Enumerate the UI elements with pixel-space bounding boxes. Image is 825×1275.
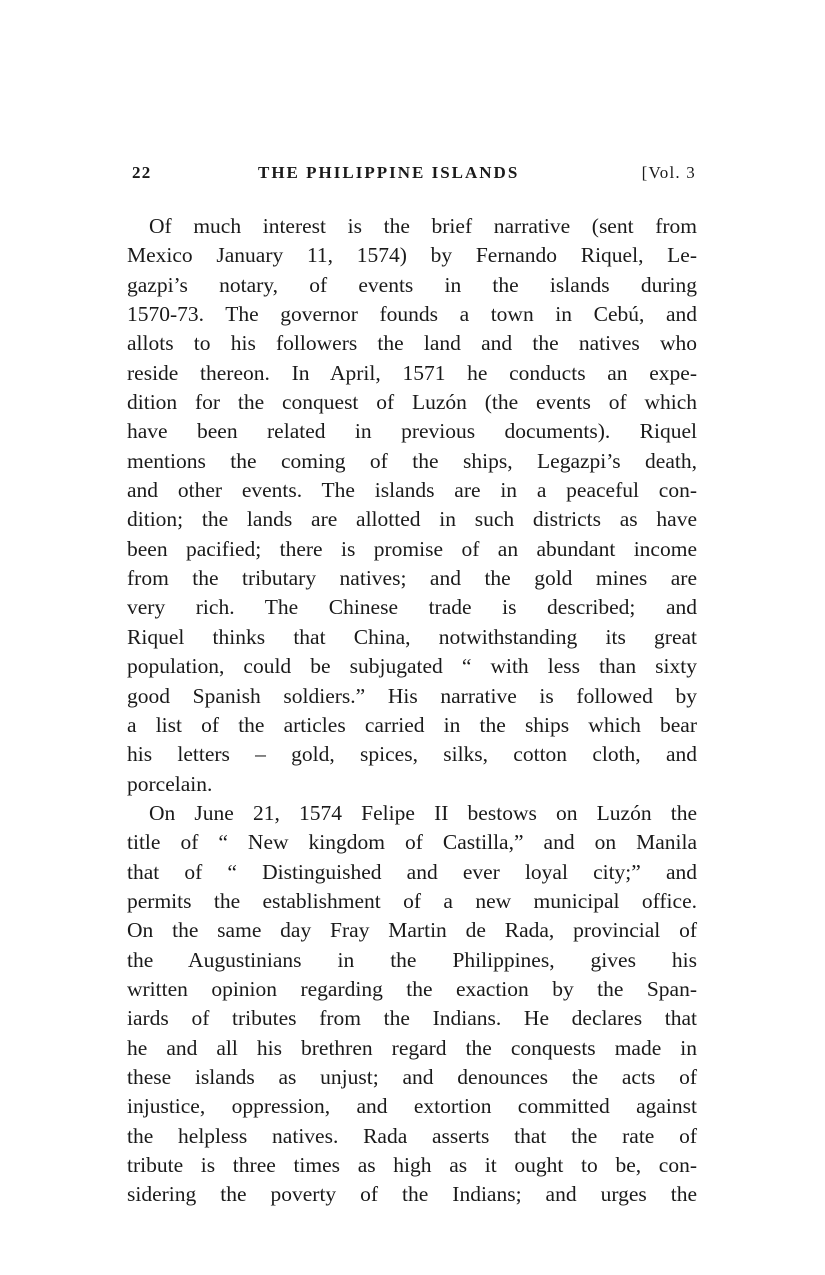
page-header — [132, 163, 696, 187]
paragraph-2 — [127, 799, 697, 1210]
body-text — [127, 212, 697, 1210]
text-line: have been related in previous documents). Riquel — [127, 419, 697, 444]
text-line: sidering the poverty of the Indians; and urges the — [127, 1182, 697, 1207]
text-line: the Augustinians in the Philippines, gives his — [127, 947, 697, 972]
text-line: gazpi’s notary, of events in the islands during — [127, 272, 697, 297]
text-line: dition; the lands are allotted in such districts as have — [127, 507, 697, 532]
text-line: his letters – gold, spices, silks, cotton cloth, and — [127, 742, 697, 767]
text-line: Riquel thinks that China, notwithstanding its great — [127, 624, 697, 649]
page-number: 22 — [132, 163, 152, 182]
running-title: THE PHILIPPINE ISLANDS — [258, 163, 520, 182]
text-line: permits the establishment of a new municipal office. — [127, 888, 697, 913]
text-line: injustice, oppression, and extortion committed against — [127, 1094, 697, 1119]
text-line: from the tributary natives; and the gold mines are — [127, 566, 697, 591]
text-line: very rich. The Chinese trade is described; and — [127, 595, 697, 620]
text-line: Mexico January 11, 1574) by Fernando Riquel, Le- — [127, 243, 697, 268]
text-line: On June 21, 1574 Felipe II bestows on Luzón the — [149, 800, 697, 825]
text-line: been pacified; there is promise of an abundant income — [127, 536, 697, 561]
text-line: that of “ Distinguished and ever loyal city;” and — [127, 859, 697, 884]
volume-label: [Vol. 3 — [641, 163, 696, 182]
text-line: population, could be subjugated “ with less than sixty — [127, 654, 697, 679]
text-line: and other events. The islands are in a peaceful con- — [127, 478, 697, 503]
text-line: title of “ New kingdom of Castilla,” and on Manila — [127, 830, 697, 855]
text-line: 1570-73. The governor founds a town in Cebú, and — [127, 302, 697, 327]
text-line: iards of tributes from the Indians. He declares that — [127, 1006, 697, 1031]
text-line: these islands as unjust; and denounces the acts of — [127, 1064, 697, 1089]
text-line: good Spanish soldiers.” His narrative is followed by — [127, 683, 697, 708]
text-line: dition for the conquest of Luzón (the events of which — [127, 390, 697, 415]
text-line: written opinion regarding the exaction by the Span- — [127, 976, 697, 1001]
text-line: allots to his followers the land and the natives who — [127, 331, 697, 356]
paragraph-1 — [127, 212, 697, 799]
text-line: reside thereon. In April, 1571 he conducts an expe- — [127, 360, 697, 385]
text-line: porcelain. — [127, 771, 213, 796]
text-line: mentions the coming of the ships, Legazpi’s death, — [127, 448, 697, 473]
text-line: tribute is three times as high as it ought to be, con- — [127, 1153, 697, 1177]
text-line: On the same day Fray Martin de Rada, provincial of — [127, 918, 697, 943]
text-line: the helpless natives. Rada asserts that the rate of — [127, 1123, 697, 1148]
text-line: he and all his brethren regard the conquests made in — [127, 1035, 697, 1060]
text-line: Of much interest is the brief narrative (sent from — [149, 214, 697, 238]
text-line: a list of the articles carried in the ships which bear — [127, 712, 697, 737]
